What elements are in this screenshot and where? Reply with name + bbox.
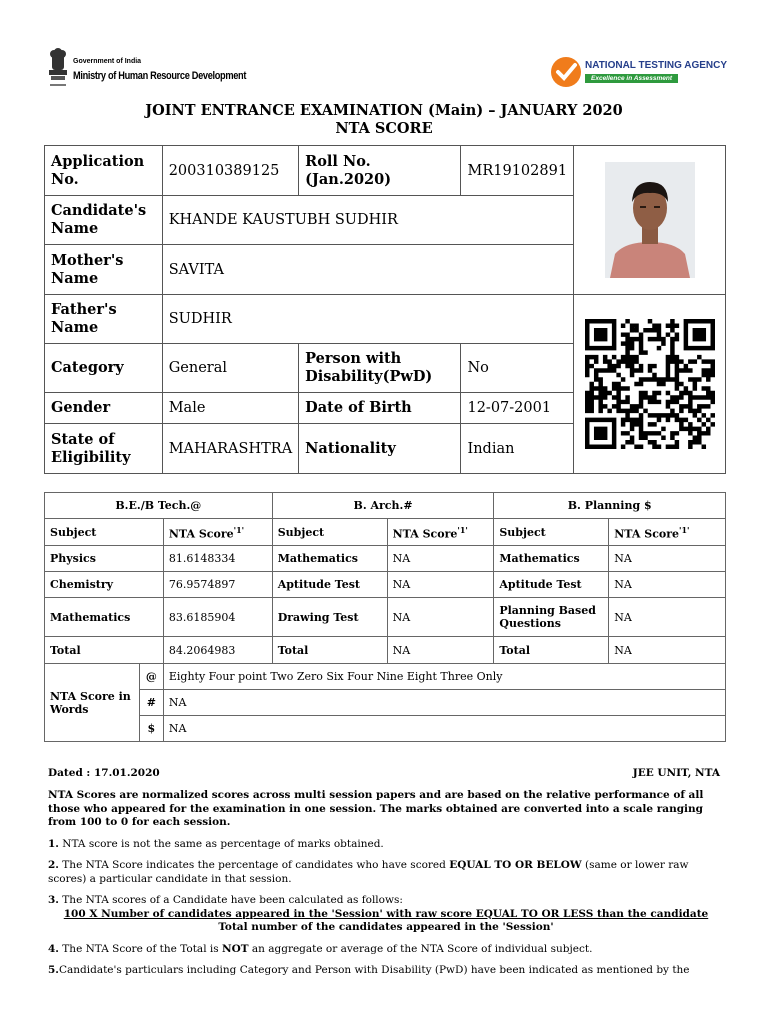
note-text: The NTA Score of the Total is xyxy=(58,942,222,955)
subject-cell: Chemistry xyxy=(45,572,164,598)
state-label: State of Eligibility xyxy=(45,424,163,474)
table-row xyxy=(45,146,726,196)
father-value: SUDHIR xyxy=(162,295,573,344)
mother-label: Mother's Name xyxy=(45,245,163,295)
notes-section xyxy=(48,789,724,986)
table-row xyxy=(45,637,726,664)
score-cell: NA xyxy=(387,598,494,637)
gender-value: Male xyxy=(162,393,298,424)
words-value: NA xyxy=(163,690,725,716)
table-row xyxy=(45,716,726,742)
table-row xyxy=(45,519,726,546)
dob-label: Date of Birth xyxy=(299,393,461,424)
gov-line1: Government of India xyxy=(73,58,142,65)
score-cell: NA xyxy=(609,546,726,572)
score-cell: NA xyxy=(387,546,494,572)
note-emphasis: EQUAL TO OR BELOW xyxy=(449,859,582,871)
score-header-sup: '1' xyxy=(679,524,690,535)
pwd-label: Person with Disability(PwD) xyxy=(299,344,461,393)
note-number: 3. xyxy=(48,894,59,906)
roll-no-value: MR19102891 xyxy=(461,146,574,196)
group-btech-header: B.E./B Tech.@ xyxy=(45,493,273,519)
score-table xyxy=(44,492,726,742)
state-value: MAHARASHTRA xyxy=(162,424,298,474)
group-barch-header: B. Arch.# xyxy=(272,493,494,519)
words-value: NA xyxy=(163,716,725,742)
formula-denominator: Total number of the candidates appeared in the 'Session' xyxy=(218,921,554,933)
category-label: Category xyxy=(45,344,163,393)
dob-value: 12-07-2001 xyxy=(461,393,574,424)
score-header xyxy=(163,519,272,546)
score-cell: NA xyxy=(609,572,726,598)
qr-code xyxy=(585,317,715,451)
score-cell: 81.6148334 xyxy=(163,546,272,572)
score-cell: 83.6185904 xyxy=(163,598,272,637)
note-5 xyxy=(48,964,724,978)
national-emblem-icon xyxy=(46,48,70,92)
page-title: JOINT ENTRANCE EXAMINATION (Main) – JANUARY 2020 xyxy=(145,102,623,119)
nta-logo xyxy=(550,54,730,90)
category-value: General xyxy=(162,344,298,393)
table-row xyxy=(45,664,726,690)
note-emphasis: NOT xyxy=(221,942,249,955)
nta-check-icon xyxy=(550,56,582,88)
subject-cell: Mathematics xyxy=(494,546,609,572)
notes-intro: NTA Scores are normalized scores across multi session papers and are based on the relative performance of all those who appeared for the examination in one session. The marks obtained are converted into a scale ranging from 100 to 0 for each session. xyxy=(48,789,704,828)
subject-cell: Mathematics xyxy=(45,598,164,637)
subject-header: Subject xyxy=(45,519,164,546)
name-value: KHANDE KAUSTUBH SUDHIR xyxy=(162,196,573,245)
score-header-sup: '1' xyxy=(233,524,245,535)
note-number: 1. xyxy=(48,837,59,850)
subject-header: Subject xyxy=(494,519,609,546)
ministry-name: Ministry of Human Resource Development xyxy=(73,70,247,82)
note-text: The NTA Score indicates the percentage of candidates who have scored xyxy=(58,859,450,871)
dated: Dated : 17.01.2020 xyxy=(48,767,160,779)
table-row xyxy=(45,598,726,637)
nta-name: NATIONAL TESTING AGENCY xyxy=(585,60,728,71)
gender-label: Gender xyxy=(45,393,163,424)
subject-cell: Aptitude Test xyxy=(494,572,609,598)
qr-cell xyxy=(574,295,726,474)
note-text: an aggregate or average of the NTA Score of individual subject. xyxy=(248,942,593,955)
score-header-sup: '1' xyxy=(457,524,468,535)
government-of-india-logo xyxy=(46,46,247,94)
note-1 xyxy=(48,838,724,852)
note-number: 2. xyxy=(48,859,59,871)
table-row xyxy=(45,546,726,572)
photo-cell xyxy=(574,146,726,295)
score-header-text: NTA Score xyxy=(168,527,234,541)
roll-no-label: Roll No. (Jan.2020) xyxy=(299,146,461,196)
nationality-label: Nationality xyxy=(299,424,461,474)
app-no-label: Application No. xyxy=(45,146,163,196)
score-cell: 76.9574897 xyxy=(163,572,272,598)
nationality-value: Indian xyxy=(461,424,574,474)
candidate-photo xyxy=(605,162,695,278)
total-value: NA xyxy=(609,637,726,664)
mother-value: SAVITA xyxy=(162,245,573,295)
words-symbol: $ xyxy=(139,716,163,742)
nta-tagline: Excellence in Assessment xyxy=(585,74,678,83)
subject-cell: Mathematics xyxy=(272,546,387,572)
name-label: Candidate's Name xyxy=(45,196,163,245)
note-number: 5. xyxy=(48,964,59,976)
subject-cell: Drawing Test xyxy=(272,598,387,637)
issuing-unit: JEE UNIT, NTA xyxy=(632,767,720,779)
note-text: NTA score is not the same as percentage of marks obtained. xyxy=(58,837,384,850)
table-row xyxy=(45,572,726,598)
note-number: 4. xyxy=(48,942,59,955)
formula-numerator: 100 X Number of candidates appeared in the 'Session' with raw score EQUAL TO OR LESS than the candidate xyxy=(63,907,709,920)
words-value: Eighty Four point Two Zero Six Four Nine Eight Three Only xyxy=(163,664,725,690)
pwd-value: No xyxy=(461,344,574,393)
app-no-value: 200310389125 xyxy=(162,146,298,196)
score-header-text: NTA Score xyxy=(392,527,458,541)
page-subtitle: NTA SCORE xyxy=(335,120,433,137)
note-2 xyxy=(48,859,724,886)
score-cell: NA xyxy=(387,572,494,598)
table-row xyxy=(45,295,726,344)
total-value: 84.2064983 xyxy=(163,637,272,664)
note-4 xyxy=(48,943,724,957)
subject-cell: Physics xyxy=(45,546,164,572)
score-header-text: NTA Score xyxy=(614,527,680,541)
note-text: Candidate's particulars including Category and Person with Disability (PwD) have been indicated as mentioned by the xyxy=(58,964,690,976)
subject-header: Subject xyxy=(272,519,387,546)
candidate-details-table xyxy=(44,145,726,474)
note-text: (same or lower raw scores) a particular candidate in that session. xyxy=(48,859,689,885)
total-value: NA xyxy=(387,637,494,664)
words-symbol: @ xyxy=(139,664,163,690)
score-in-words-label: NTA Score in Words xyxy=(45,664,140,742)
total-label: Total xyxy=(45,637,164,664)
note-3 xyxy=(48,894,724,908)
table-row xyxy=(45,493,726,519)
score-header xyxy=(387,519,494,546)
table-row xyxy=(45,690,726,716)
group-bplanning-header: B. Planning $ xyxy=(494,493,726,519)
total-label: Total xyxy=(494,637,609,664)
father-label: Father's Name xyxy=(45,295,163,344)
subject-cell: Aptitude Test xyxy=(272,572,387,598)
total-label: Total xyxy=(272,637,387,664)
score-header xyxy=(609,519,726,546)
words-symbol: # xyxy=(139,690,163,716)
score-cell: NA xyxy=(609,598,726,637)
subject-cell: Planning Based Questions xyxy=(494,598,609,637)
note-text: The NTA scores of a Candidate have been calculated as follows: xyxy=(58,894,403,906)
